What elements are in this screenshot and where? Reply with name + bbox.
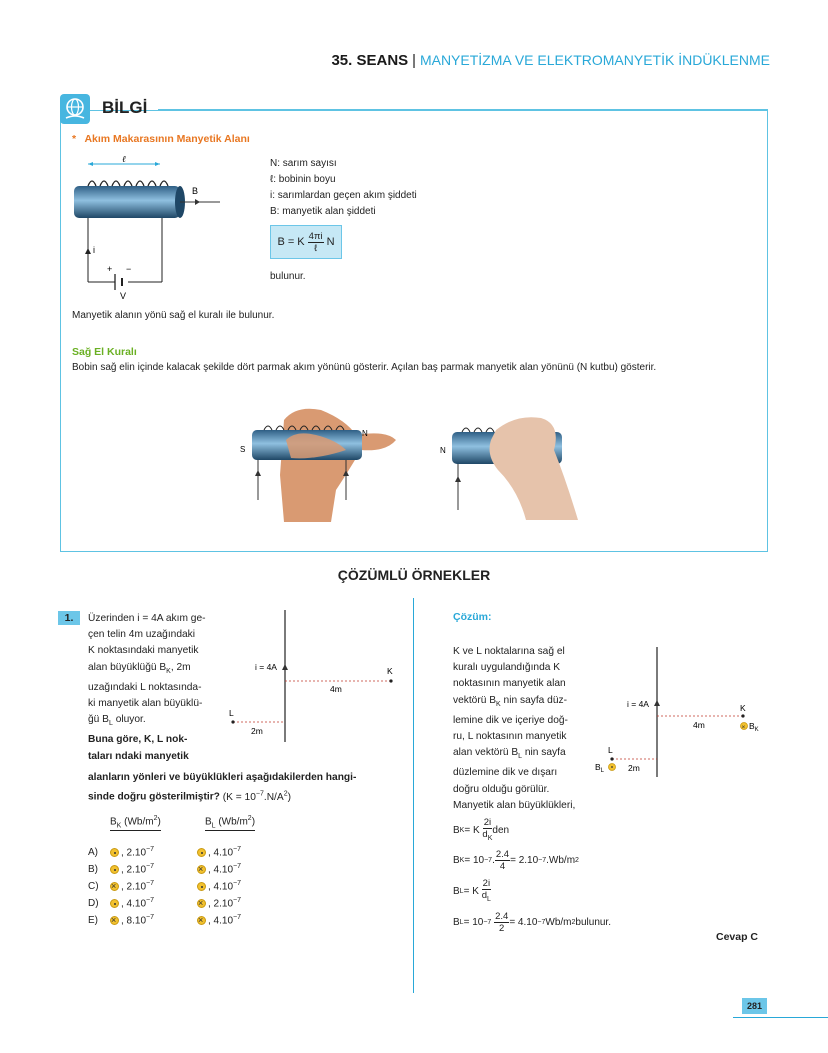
out-of-page-icon — [197, 848, 206, 857]
minus-label: − — [126, 264, 132, 274]
q-line: ğü $B_L$ oluyor. — [88, 714, 146, 728]
equation-3: B L = K $\frac{2i}{d_L}$ — [453, 878, 491, 903]
out-of-page-icon — [110, 899, 119, 908]
coil-cylinder — [74, 186, 180, 218]
plus-label: + — [107, 264, 113, 274]
voltage-label: V — [120, 291, 127, 301]
into-page-icon — [110, 916, 119, 925]
equation-2: B K = 10 −7 . $\frac{2.4}{4}$ = 2.10 −7 .Wb/m 2 — [453, 849, 579, 872]
q-bold-line: taları ndaki manyetik — [88, 750, 189, 762]
solution-wire-diagram — [593, 645, 773, 780]
q-line: Üzerinden i = 4A akım ge- — [88, 613, 206, 624]
q-line: uzağındaki L noktasında- — [88, 681, 202, 693]
option-letter: D) — [88, 898, 99, 910]
option-bl-value: , 4.10 — [208, 864, 234, 876]
def-l: ℓ: bobinin boyu — [270, 174, 336, 185]
q-bold-line: Buna göre, K, L nok- — [88, 734, 188, 746]
header-separator: | — [412, 53, 416, 69]
sol-point-k: K — [740, 703, 746, 713]
definition-list — [270, 156, 417, 220]
option-bl-value: , 4.10 — [208, 915, 234, 927]
sol-distance-4m: 4m — [693, 720, 705, 730]
point-l: L — [229, 708, 234, 718]
answer-option[interactable]: A) , $2.10^{-7}$ , $4.10^{-7}$ — [88, 846, 242, 859]
answer-option[interactable]: B) , $2.10^{-7}\times$ , $4.10^{-7}$ — [88, 863, 288, 875]
sol-bk: $B_K$ — [749, 721, 759, 733]
solution-title: Çözüm: — [453, 611, 492, 623]
formula-numerator: 4πi — [308, 230, 323, 242]
length-label: ℓ — [122, 154, 126, 164]
q-line: K noktasındaki manyetik — [88, 645, 199, 657]
into-page-icon — [197, 916, 206, 925]
current-value: i = 4A — [255, 662, 277, 672]
def-n: N: sarım sayısı — [270, 158, 337, 169]
column-bl-header: $B_L$ $(Wb/m^2)$ — [205, 815, 256, 830]
out-of-page-icon — [110, 848, 119, 857]
distance-4m: 4m — [330, 684, 342, 694]
field-label: B — [192, 186, 199, 196]
q-line: ki manyetik alan büyüklü- — [88, 698, 203, 710]
section-coil-title-text: Akım Makarasının Manyetik Alanı — [84, 133, 250, 145]
pole-n2-label: N — [440, 446, 446, 455]
pole-n-label: N — [362, 429, 368, 438]
q-line: çen telin 4m uzağındaki — [88, 629, 196, 641]
right-hand-rule-image-2 — [436, 410, 586, 525]
option-bk-value: , 2.10 — [121, 847, 147, 859]
page-number-rule — [733, 1017, 828, 1018]
info-globe-icon — [60, 94, 90, 124]
into-page-icon — [197, 865, 206, 874]
option-letter: C) — [88, 881, 99, 893]
solenoid-diagram — [70, 152, 230, 302]
option-bl-value: , 4.10 — [208, 847, 234, 859]
answer-option[interactable]: E)× , $8.10^{-7}\times$ , $4.10^{-7}$ — [88, 914, 288, 926]
direction-text: Manyetik alanın yönü sağ el kuralı ile bulunur. — [72, 310, 275, 321]
into-page-icon — [110, 882, 119, 891]
sol-current: i = 4A — [627, 699, 649, 709]
info-title: BİLGİ — [102, 98, 148, 117]
def-i: i: sarımlardan geçen akım şiddeti — [270, 190, 417, 201]
solution-text: K ve L noktalarına sağ el kuralı uygulandığında K noktasının manyetik alan vektörü $B_K$ nin sayfa düz- lemine dik ve içeriye doğ- ru, L noktasının manyetik alan vektörü $B_L$ nin sayfa düzlemine dik ve dışarı doğru olduğu görülür. Manyetik alan büyüklükleri, — [453, 646, 576, 811]
chapter-title: MANYETİZMA VE ELEKTROMANYETİK İNDÜKLENME — [419, 52, 770, 68]
equation-4: B L = 10 −7 $\frac{2.4}{2}$ = 4.10 −7 Wb/m 2 bulunur. — [453, 911, 611, 934]
option-bk-value: , 8.10 — [121, 915, 147, 927]
column-divider — [413, 598, 414, 993]
def-b: B: manyetik alan şiddeti — [270, 206, 376, 217]
hand-1 — [280, 409, 396, 522]
formula-right: N — [326, 236, 335, 248]
formula-suffix: bulunur. — [270, 271, 306, 282]
equation-1: B K = K $\frac{2i}{d_K}$ den — [453, 817, 510, 842]
out-of-page-icon — [110, 865, 119, 874]
sol-distance-2m: 2m — [628, 763, 640, 773]
hand-2 — [490, 417, 578, 520]
sol-bl: $B_L$ — [595, 762, 605, 774]
out-of-page-icon — [197, 882, 206, 891]
page-number: 281 — [742, 998, 767, 1014]
right-hand-rule-image-1 — [236, 400, 406, 525]
column-bk-header: $B_K$ $(Wb/m^2)$ — [110, 815, 161, 830]
question-prompt: alanların yönleri ve büyüklükleri aşağıdakilerden hangi- sinde doğru gösterilmiştir? $(K = 10^{-7}.N/A^2)$ — [88, 772, 357, 803]
formula-fraction — [308, 231, 324, 254]
rule-title: Sağ El Kuralı — [72, 346, 137, 358]
option-letter: A) — [88, 847, 98, 859]
formula-denominator: ℓ — [314, 242, 318, 254]
option-bk-value: , 2.10 — [121, 881, 147, 893]
current-label: i — [93, 245, 95, 255]
answer-option[interactable]: D) , $4.10^{-7}\times$ , $2.10^{-7}$ — [88, 897, 288, 909]
question-text — [88, 611, 216, 765]
option-bk-value: , 4.10 — [121, 898, 147, 910]
pole-s-label: S — [240, 445, 246, 454]
solenoid-formula — [270, 225, 342, 259]
option-letter: B) — [88, 864, 98, 876]
answer-option[interactable]: C)× , $2.10^{-7}$ , $4.10^{-7}$ — [88, 880, 288, 892]
question-number: 1. — [58, 611, 80, 625]
distance-2m: 2m — [251, 726, 263, 736]
bullet-star: * — [72, 133, 77, 145]
session-number: 35. SEANS — [331, 52, 409, 69]
rule-text: Bobin sağ elin içinde kalacak şekilde dört parmak akım yönünü gösterir. Açılan baş parmak manyetik alan yönünü (N kutbu) gösterir. — [72, 362, 657, 373]
into-page-icon — [197, 899, 206, 908]
coil-windings — [88, 181, 168, 186]
formula-left: B = K — [277, 236, 305, 248]
examples-title: ÇÖZÜMLÜ ÖRNEKLER — [337, 567, 491, 583]
answer-label: Cevap C — [716, 931, 759, 943]
point-k: K — [387, 666, 393, 676]
info-title-rule — [158, 109, 768, 110]
option-bk-value: , 2.10 — [121, 864, 147, 876]
option-letter: E) — [88, 915, 98, 927]
q-line: alan büyüklüğü $B_K$, 2m — [88, 661, 191, 675]
question-wire-diagram — [225, 608, 405, 748]
svg-text:×: × — [741, 724, 746, 731]
option-bl-value: , 2.10 — [208, 898, 234, 910]
option-bl-value: , 4.10 — [208, 881, 234, 893]
section-coil-title — [72, 133, 250, 145]
page-header — [331, 52, 770, 69]
sol-point-l: L — [608, 745, 613, 755]
